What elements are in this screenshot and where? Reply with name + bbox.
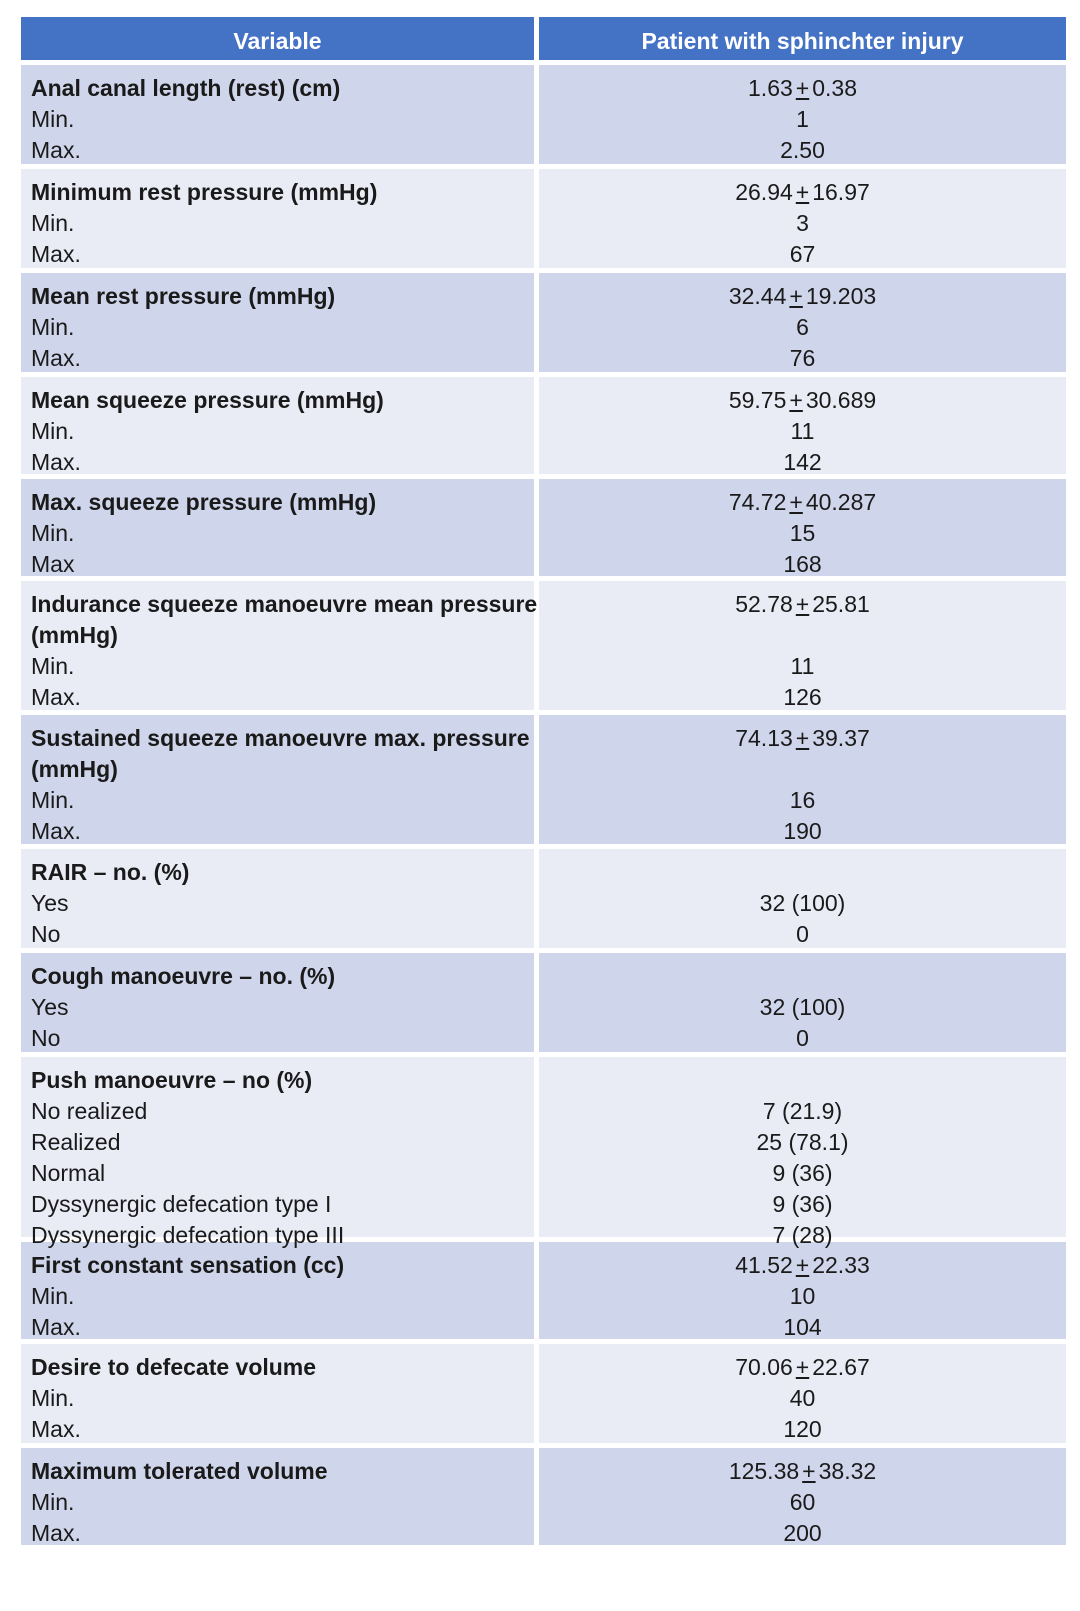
sub-label: Yes — [31, 890, 69, 916]
sub-label: Max. — [31, 818, 81, 844]
sub-value: 200 — [783, 1520, 822, 1546]
sub-label: Max. — [31, 1520, 81, 1546]
mean-sd-value — [539, 961, 1066, 992]
value-cell — [539, 273, 1066, 372]
sd-value: 40.287 — [805, 489, 877, 515]
spacer — [539, 754, 1066, 785]
mean-sd-value — [539, 1352, 1066, 1383]
table-row — [21, 1344, 1066, 1448]
sub-value: 67 — [789, 241, 816, 267]
sub-value: 1 — [796, 106, 809, 132]
mean-sd-value — [539, 73, 1066, 104]
sub-label: Dyssynergic defecation type III — [31, 1222, 345, 1248]
plus-minus-symbol: + — [789, 387, 803, 413]
sub-value: 3 — [796, 210, 809, 236]
mean-value: 70.06 — [735, 1354, 793, 1380]
mean-value: 52.78 — [735, 591, 793, 617]
variable-cell — [21, 169, 539, 268]
sub-label: Min. — [31, 1283, 75, 1309]
sub-label: Dyssynergic defecation type I — [31, 1191, 332, 1217]
variable-label: RAIR – no. (%) — [31, 859, 190, 885]
sub-label: Max. — [31, 137, 81, 163]
variable-cell — [21, 581, 539, 710]
value-cell — [539, 953, 1066, 1052]
sub-value: 32 (100) — [759, 890, 846, 916]
mean-value: 41.52 — [735, 1252, 793, 1278]
value-cell — [539, 1242, 1066, 1339]
variable-label: First constant sensation (cc) — [31, 1252, 345, 1278]
sd-value: 39.37 — [812, 725, 870, 751]
plus-minus-symbol: + — [789, 283, 803, 309]
sub-value: 76 — [789, 345, 816, 371]
sub-value: 120 — [783, 1416, 822, 1442]
mean-sd-value — [539, 1456, 1066, 1487]
value-cell — [539, 581, 1066, 710]
sd-value: 0.38 — [812, 75, 857, 101]
mean-sd-value — [539, 281, 1066, 312]
plus-minus-symbol: + — [795, 1354, 810, 1380]
plus-minus-symbol: + — [795, 179, 810, 205]
sub-value: 7 (21.9) — [762, 1098, 843, 1124]
variable-cell — [21, 377, 539, 474]
sd-value: 25.81 — [812, 591, 870, 617]
table-row — [21, 1242, 1066, 1344]
mean-value: 1.63 — [748, 75, 793, 101]
mean-value: 74.72 — [728, 489, 787, 515]
variable-label: Mean rest pressure (mmHg) — [31, 283, 336, 309]
sub-value: 168 — [783, 551, 822, 577]
table-row — [21, 849, 1066, 953]
variable-label: Cough manoeuvre – no. (%) — [31, 963, 336, 989]
variable-label: Desire to defecate volume — [31, 1354, 317, 1380]
plus-minus-symbol: + — [795, 725, 810, 751]
sub-label: Normal — [31, 1160, 106, 1186]
sub-value: 126 — [783, 684, 822, 710]
sub-label: Min. — [31, 418, 75, 444]
sub-label: Min. — [31, 787, 75, 813]
sub-label: Max. — [31, 345, 81, 371]
sub-value: 104 — [783, 1314, 822, 1340]
sub-label: Min. — [31, 653, 75, 679]
sub-value: 32 (100) — [759, 994, 846, 1020]
sub-value: 9 (36) — [772, 1160, 833, 1186]
variable-cell — [21, 715, 539, 844]
sd-value: 19.203 — [805, 283, 877, 309]
value-cell — [539, 849, 1066, 948]
variable-cell — [21, 1057, 539, 1248]
table-body — [21, 65, 1066, 1550]
value-cell — [539, 715, 1066, 844]
variable-label-cont: (mmHg) — [31, 622, 118, 648]
table-row — [21, 1448, 1066, 1550]
table-header — [21, 17, 1066, 65]
sub-value: 16 — [789, 787, 816, 813]
sub-value: 10 — [789, 1283, 816, 1309]
variable-label: Indurance squeeze manoeuvre mean pressure — [31, 591, 538, 617]
mean-value: 32.44 — [728, 283, 787, 309]
sub-label: No — [31, 921, 61, 947]
sub-value: 60 — [789, 1489, 816, 1515]
sub-value: 0 — [796, 1025, 809, 1051]
sub-label: Min. — [31, 520, 75, 546]
variable-cell — [21, 273, 539, 372]
variable-cell — [21, 65, 539, 164]
mean-sd-value — [539, 1065, 1066, 1096]
sub-value: 15 — [789, 520, 816, 546]
sub-value: 2.50 — [780, 137, 825, 163]
mean-sd-value — [539, 589, 1066, 620]
sd-value: 22.67 — [812, 1354, 870, 1380]
variable-label: Sustained squeeze manoeuvre max. pressure — [31, 725, 530, 751]
sub-label: Max. — [31, 1314, 81, 1340]
results-table — [21, 17, 1066, 1550]
mean-value: 74.13 — [735, 725, 793, 751]
mean-value: 26.94 — [735, 179, 793, 205]
sub-label: Min. — [31, 106, 75, 132]
header-group: Patient with sphinchter injury — [641, 28, 964, 54]
sub-label: Min. — [31, 314, 75, 340]
value-cell — [539, 377, 1066, 474]
sd-value: 16.97 — [812, 179, 870, 205]
value-cell — [539, 65, 1066, 164]
variable-label: Anal canal length (rest) (cm) — [31, 75, 341, 101]
sd-value: 30.689 — [805, 387, 877, 413]
sub-label: Min. — [31, 1489, 75, 1515]
spacer — [539, 620, 1066, 651]
sub-value: 25 (78.1) — [756, 1129, 849, 1155]
mean-value: 59.75 — [728, 387, 787, 413]
plus-minus-symbol: + — [795, 1252, 810, 1278]
sub-label: Max — [31, 551, 75, 577]
variable-label: Minimum rest pressure (mmHg) — [31, 179, 378, 205]
sd-value: 38.32 — [818, 1458, 877, 1484]
sub-label: Min. — [31, 210, 75, 236]
plus-minus-symbol: + — [789, 489, 803, 515]
table-row — [21, 65, 1066, 169]
mean-value: 125.38 — [728, 1458, 800, 1484]
variable-cell — [21, 479, 539, 576]
header-variable: Variable — [21, 17, 539, 60]
sub-label: Max. — [31, 1416, 81, 1442]
plus-minus-symbol: + — [795, 591, 810, 617]
sub-label: Realized — [31, 1129, 121, 1155]
value-cell — [539, 1344, 1066, 1443]
mean-sd-value — [539, 857, 1066, 888]
sub-value: 0 — [796, 921, 809, 947]
table-row — [21, 377, 1066, 479]
sub-value: 142 — [783, 449, 822, 475]
sub-value: 7 (28) — [772, 1222, 833, 1248]
sub-value: 9 (36) — [772, 1191, 833, 1217]
mean-sd-value — [539, 487, 1066, 518]
table-row — [21, 953, 1066, 1057]
table-row — [21, 479, 1066, 581]
plus-minus-symbol: + — [802, 1458, 816, 1484]
plus-minus-symbol: + — [795, 75, 810, 101]
value-cell — [539, 1057, 1066, 1248]
sub-label: Max. — [31, 684, 81, 710]
mean-sd-value — [539, 1250, 1066, 1281]
sub-label: No — [31, 1025, 61, 1051]
value-cell — [539, 1448, 1066, 1545]
value-cell — [539, 479, 1066, 576]
sub-label: Yes — [31, 994, 69, 1020]
sub-label: Max. — [31, 241, 81, 267]
variable-label: Push manoeuvre – no (%) — [31, 1067, 313, 1093]
variable-label-cont: (mmHg) — [31, 756, 118, 782]
sub-value: 40 — [789, 1385, 816, 1411]
sub-label: No realized — [31, 1098, 148, 1124]
variable-cell — [21, 1448, 539, 1545]
mean-sd-value — [539, 177, 1066, 208]
sub-value: 6 — [796, 314, 809, 340]
variable-label: Mean squeeze pressure (mmHg) — [31, 387, 384, 413]
mean-sd-value — [539, 723, 1066, 754]
sub-value: 11 — [790, 418, 815, 444]
table-row — [21, 715, 1066, 849]
table-row — [21, 169, 1066, 273]
variable-cell — [21, 953, 539, 1052]
sub-value: 190 — [783, 818, 822, 844]
sub-value: 11 — [790, 653, 815, 679]
table-row — [21, 273, 1066, 377]
variable-label: Maximum tolerated volume — [31, 1458, 328, 1484]
table-row — [21, 581, 1066, 715]
sub-label: Min. — [31, 1385, 75, 1411]
sd-value: 22.33 — [812, 1252, 870, 1278]
variable-cell — [21, 1242, 539, 1339]
variable-cell — [21, 1344, 539, 1443]
sub-label: Max. — [31, 449, 81, 475]
table-row — [21, 1057, 1066, 1248]
variable-label: Max. squeeze pressure (mmHg) — [31, 489, 377, 515]
mean-sd-value — [539, 385, 1066, 416]
value-cell — [539, 169, 1066, 268]
variable-cell — [21, 849, 539, 948]
